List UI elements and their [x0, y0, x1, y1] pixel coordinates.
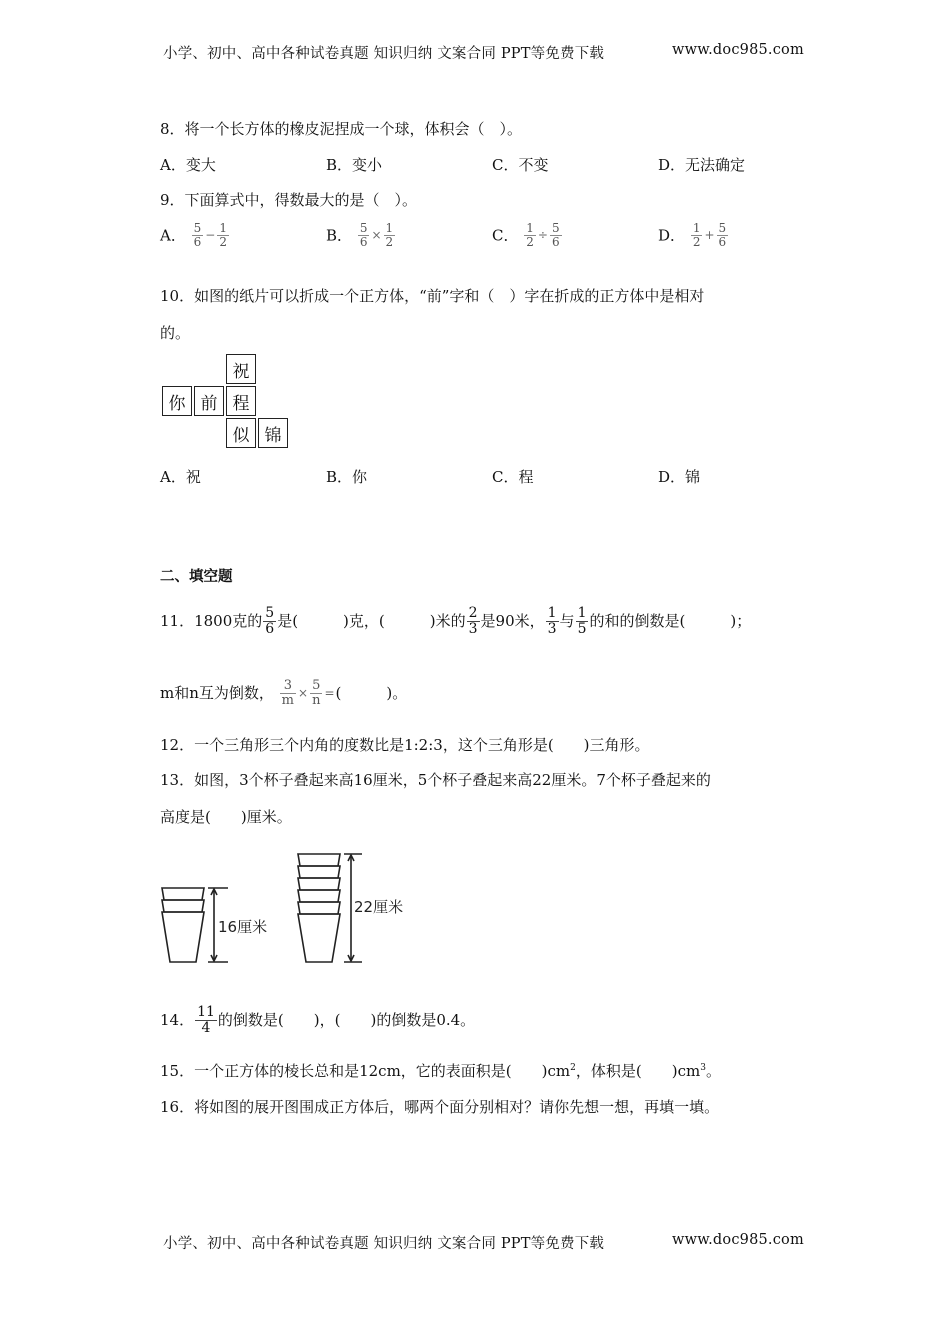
text: 的和的倒数是( )； — [589, 612, 752, 630]
q13-stem-line2: 高度是( )厘米。 — [160, 808, 292, 826]
superscript: 3 — [700, 1063, 706, 1073]
operator: − — [205, 228, 216, 243]
text: 是( )克，( )米的 — [277, 612, 466, 630]
q10-option-b[interactable]: B．你 — [326, 468, 368, 486]
net-cell-qian: 前 — [194, 386, 224, 416]
q9-stem: 9．下面算式中，得数最大的是（ ）。 — [160, 191, 418, 209]
net-cell-cheng: 程 — [226, 386, 256, 416]
header-text: 小学、初中、高中各种试卷真题 知识归纳 文案合同 PPT等免费下载 — [163, 46, 605, 62]
label-22cm: 22厘米 — [354, 898, 404, 916]
fraction: $\frac{5}{6}$ — [551, 221, 560, 249]
fraction: $\frac{5}{6}$ — [193, 221, 202, 249]
q9-option-d[interactable] — [658, 222, 729, 248]
q15-stem — [160, 1060, 721, 1081]
q10-option-c[interactable]: C．程 — [492, 468, 534, 486]
stacked-cups-figure — [158, 848, 418, 968]
operator: × — [371, 228, 382, 243]
footer-text: 小学、初中、高中各种试卷真题 知识归纳 文案合同 PPT等免费下载 — [163, 1236, 605, 1252]
q16-stem: 16．将如图的展开图围成正方体后，哪两个面分别相对？请你先想一想，再填一填。 — [160, 1098, 720, 1116]
q14-stem — [160, 997, 475, 1042]
q8-stem: 8．将一个长方体的橡皮泥捏成一个球，体积会（ ）。 — [160, 120, 523, 138]
q8-option-d[interactable]: D．无法确定 — [658, 156, 746, 174]
text: 的倒数是( )，( )的倒数是0.4。 — [217, 1011, 476, 1029]
q9-option-b[interactable] — [326, 222, 396, 248]
superscript: 2 — [570, 1063, 576, 1073]
net-cell-zhu: 祝 — [226, 354, 256, 384]
text: ( )。 — [335, 684, 408, 702]
fraction: $\frac{5}{6}$ — [265, 604, 275, 637]
header-url[interactable]: www.doc985.com — [672, 42, 804, 58]
q10-option-a[interactable]: A．祝 — [160, 468, 201, 486]
fraction: $\frac{2}{3}$ — [468, 604, 478, 637]
operator: ÷ — [537, 228, 548, 243]
fraction: $\frac{1}{5}$ — [577, 604, 587, 637]
q9-option-a[interactable] — [160, 222, 230, 248]
q11-line2 — [160, 670, 407, 715]
fraction: $\frac{1}{2}$ — [692, 221, 701, 249]
net-cell-si: 似 — [226, 418, 256, 448]
fraction: $\frac{11}{4}$ — [197, 1003, 215, 1036]
fraction: $\frac{1}{2}$ — [219, 221, 227, 249]
text: 14． — [160, 1011, 195, 1029]
net-cell-jin: 锦 — [258, 418, 288, 448]
text: 11．1800克的 — [160, 612, 263, 630]
fraction: $\frac{1}{3}$ — [547, 604, 557, 637]
text: 。 — [705, 1062, 721, 1080]
q8-option-c[interactable]: C．不变 — [492, 156, 549, 174]
option-label: B． — [326, 226, 353, 245]
text: ，体积是( )cm — [575, 1062, 701, 1080]
cup-stack-5 — [298, 854, 340, 962]
footer-url[interactable]: www.doc985.com — [672, 1232, 804, 1248]
q11-line1 — [160, 598, 751, 643]
q10-stem-line1: 10．如图的纸片可以折成一个正方体，“前”字和（ ）字在折成的正方体中是相对 — [160, 287, 705, 305]
net-cell-ni: 你 — [162, 386, 192, 416]
label-16cm: 16厘米 — [218, 918, 268, 936]
q10-option-d[interactable]: D．锦 — [658, 468, 701, 486]
option-label: A． — [160, 226, 186, 245]
q8-option-b[interactable]: B．变小 — [326, 156, 383, 174]
fraction: $\frac{5}{6}$ — [359, 221, 368, 249]
option-label: C． — [492, 226, 519, 245]
operator: × — [298, 686, 309, 700]
operator: + — [704, 228, 715, 243]
text: 15．一个正方体的棱长总和是12cm，它的表面积是( )cm — [160, 1062, 571, 1080]
option-label: D． — [658, 226, 686, 245]
q13-stem-line1: 13．如图，3个杯子叠起来高16厘米，5个杯子叠起来高22厘米。7个杯子叠起来的 — [160, 771, 711, 789]
fraction: $\frac{5}{n}$ — [312, 677, 321, 708]
text: 与 — [559, 612, 575, 630]
text: 是90米， — [480, 612, 545, 630]
operator: = — [324, 686, 335, 700]
q10-stem-line2: 的。 — [160, 324, 191, 342]
section-title: 二、填空题 — [160, 569, 233, 585]
fraction: $\frac{1}{2}$ — [526, 221, 534, 249]
fraction: $\frac{3}{m}$ — [281, 677, 294, 708]
q9-option-c[interactable] — [492, 222, 563, 248]
q8-option-a[interactable]: A．变大 — [160, 156, 216, 174]
fraction: $\frac{5}{6}$ — [718, 221, 727, 249]
text: m和n互为倒数， — [160, 684, 274, 702]
q12-stem: 12．一个三角形三个内角的度数比是1:2:3，这个三角形是( )三角形。 — [160, 736, 650, 754]
cup-stack-3 — [162, 888, 204, 962]
fraction: $\frac{1}{2}$ — [385, 221, 394, 249]
